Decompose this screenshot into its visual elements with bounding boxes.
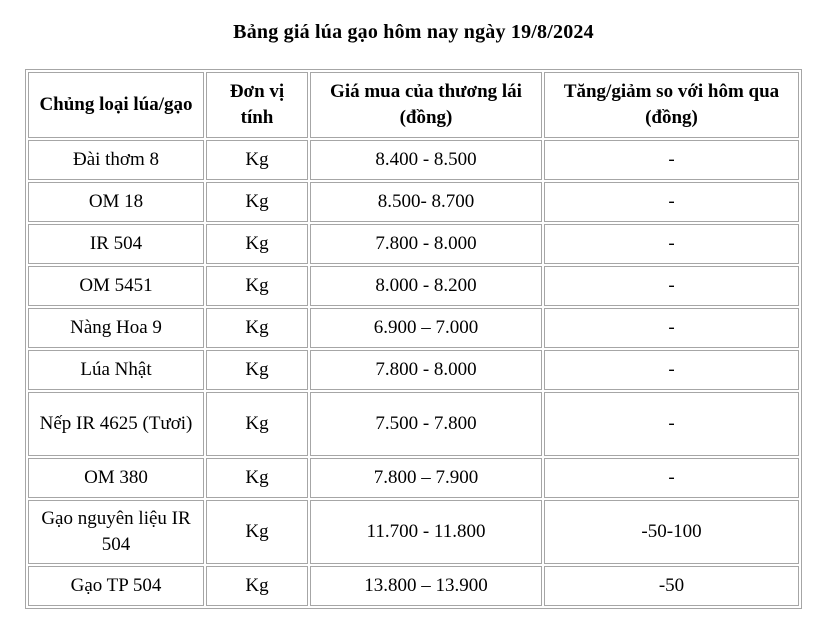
price-cell: 6.900 – 7.000 bbox=[310, 308, 542, 348]
column-header-price: Giá mua của thương lái (đồng) bbox=[310, 72, 542, 138]
price-cell: 8.400 - 8.500 bbox=[310, 140, 542, 180]
table-row bbox=[28, 566, 799, 606]
change-cell: - bbox=[544, 182, 799, 222]
table-row bbox=[28, 392, 799, 456]
change-cell: - bbox=[544, 308, 799, 348]
change-cell: - bbox=[544, 458, 799, 498]
rice-type-cell: Nếp IR 4625 (Tươi) bbox=[28, 392, 204, 456]
table-row bbox=[28, 458, 799, 498]
rice-type-cell: OM 380 bbox=[28, 458, 204, 498]
table-row bbox=[28, 140, 799, 180]
unit-cell: Kg bbox=[206, 350, 308, 390]
rice-type-cell: Gạo TP 504 bbox=[28, 566, 204, 606]
change-cell: - bbox=[544, 266, 799, 306]
table-row bbox=[28, 500, 799, 564]
price-cell: 8.500- 8.700 bbox=[310, 182, 542, 222]
rice-type-cell: OM 18 bbox=[28, 182, 204, 222]
table-row bbox=[28, 182, 799, 222]
unit-cell: Kg bbox=[206, 266, 308, 306]
price-cell: 11.700 - 11.800 bbox=[310, 500, 542, 564]
rice-type-cell: Nàng Hoa 9 bbox=[28, 308, 204, 348]
table-row bbox=[28, 266, 799, 306]
unit-cell: Kg bbox=[206, 308, 308, 348]
unit-cell: Kg bbox=[206, 140, 308, 180]
price-cell: 7.800 – 7.900 bbox=[310, 458, 542, 498]
change-cell: - bbox=[544, 392, 799, 456]
column-header-unit: Đơn vị tính bbox=[206, 72, 308, 138]
price-cell: 7.500 - 7.800 bbox=[310, 392, 542, 456]
unit-cell: Kg bbox=[206, 458, 308, 498]
unit-cell: Kg bbox=[206, 224, 308, 264]
change-cell: - bbox=[544, 140, 799, 180]
rice-type-cell: IR 504 bbox=[28, 224, 204, 264]
change-cell: - bbox=[544, 350, 799, 390]
change-cell: -50-100 bbox=[544, 500, 799, 564]
price-cell: 13.800 – 13.900 bbox=[310, 566, 542, 606]
price-cell: 8.000 - 8.200 bbox=[310, 266, 542, 306]
unit-cell: Kg bbox=[206, 182, 308, 222]
table-row bbox=[28, 350, 799, 390]
rice-type-cell: Lúa Nhật bbox=[28, 350, 204, 390]
rice-price-table bbox=[25, 69, 802, 609]
rice-type-cell: Gạo nguyên liệu IR 504 bbox=[28, 500, 204, 564]
change-cell: -50 bbox=[544, 566, 799, 606]
column-header-type: Chủng loại lúa/gạo bbox=[28, 72, 204, 138]
column-header-change: Tăng/giảm so với hôm qua (đồng) bbox=[544, 72, 799, 138]
price-cell: 7.800 - 8.000 bbox=[310, 224, 542, 264]
price-cell: 7.800 - 8.000 bbox=[310, 350, 542, 390]
unit-cell: Kg bbox=[206, 392, 308, 456]
unit-cell: Kg bbox=[206, 500, 308, 564]
table-header-row bbox=[28, 72, 799, 138]
rice-type-cell: Đài thơm 8 bbox=[28, 140, 204, 180]
table-row bbox=[28, 224, 799, 264]
table-row bbox=[28, 308, 799, 348]
rice-type-cell: OM 5451 bbox=[28, 266, 204, 306]
page-title: Bảng giá lúa gạo hôm nay ngày 19/8/2024 bbox=[233, 21, 594, 43]
change-cell: - bbox=[544, 224, 799, 264]
unit-cell: Kg bbox=[206, 566, 308, 606]
